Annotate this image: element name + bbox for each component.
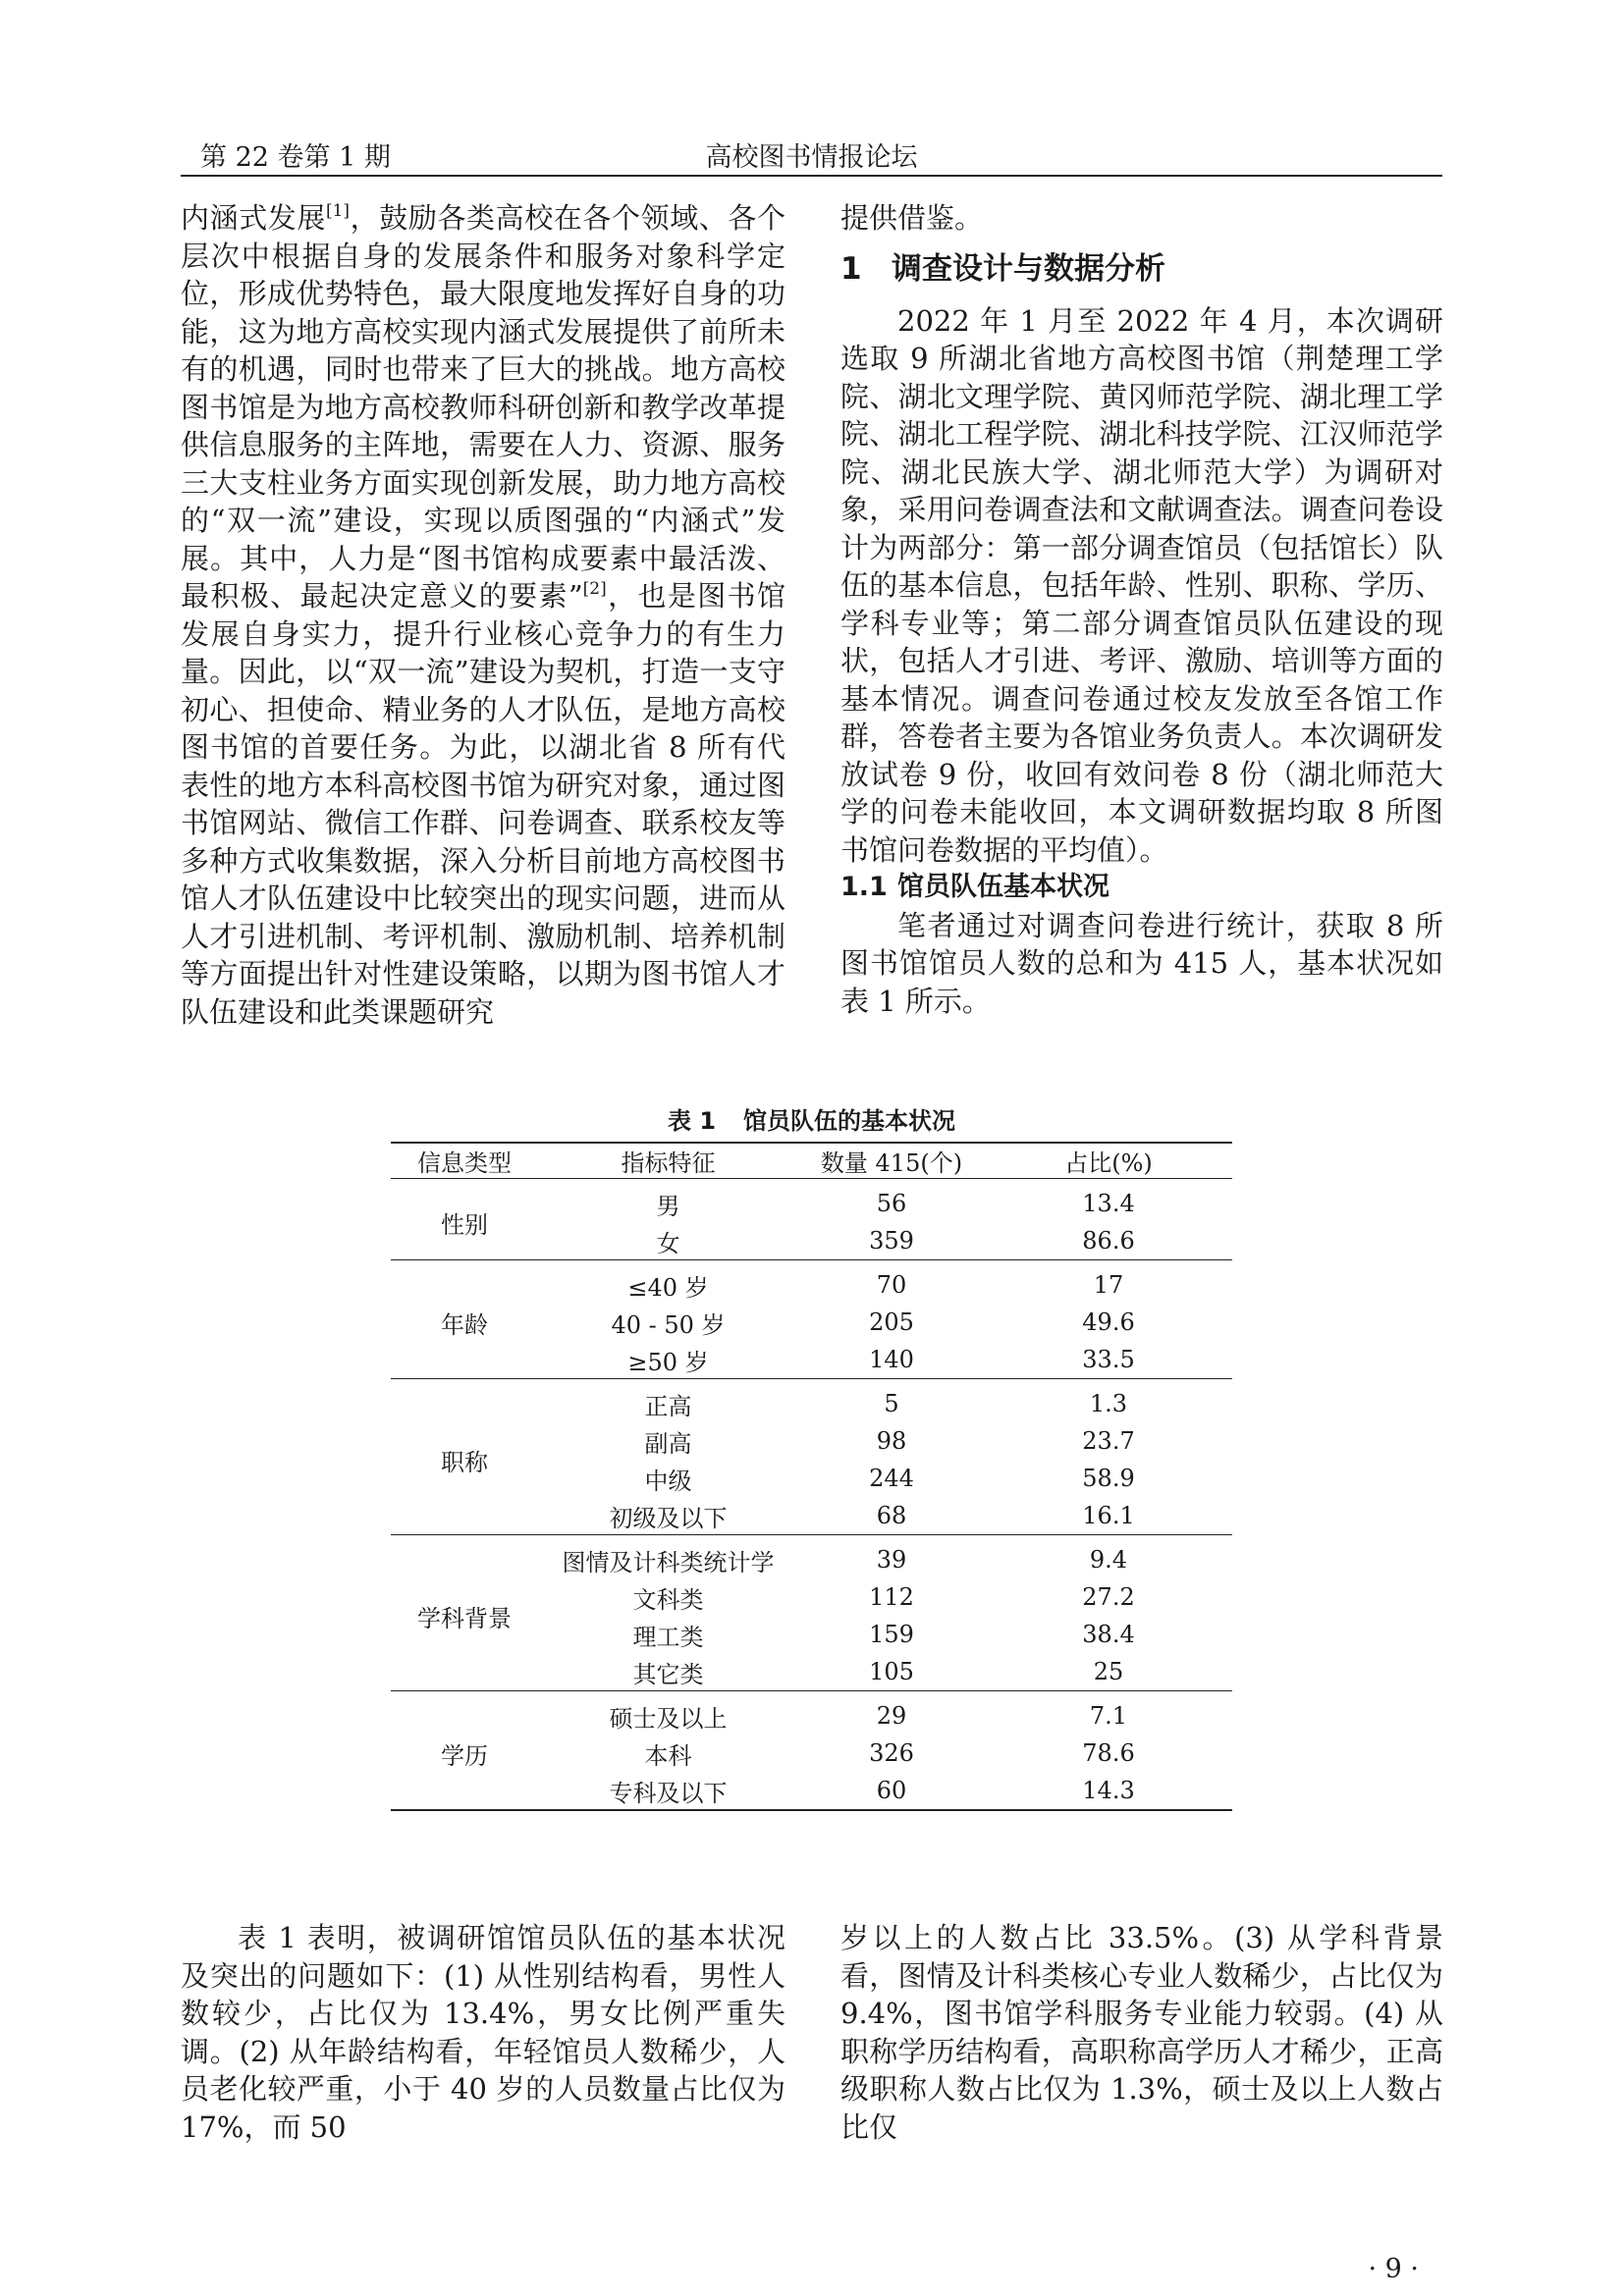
table-cell: 70 [798, 1260, 985, 1305]
table-cell: 159 [869, 1621, 914, 1648]
table-cell: 78.6 [1082, 1739, 1135, 1767]
section-title: 调查设计与数据分析 [892, 250, 1165, 287]
left-column-top [181, 199, 785, 1031]
table-cell: 23.7 [1082, 1427, 1135, 1455]
table-cell: 205 [869, 1308, 914, 1336]
table-row [391, 1260, 1232, 1305]
intro-paragraph [181, 199, 785, 1031]
table-cell: 27.2 [1082, 1583, 1135, 1611]
table-cell: 女 [656, 1229, 680, 1257]
header-info-type: 信息类型 [391, 1143, 538, 1179]
table-title: 馆员队伍的基本状况 [743, 1107, 956, 1135]
right-column-top [840, 199, 1443, 1020]
analysis-continued: 岁以上的人数占比 33.5%。(3) 从学科背景看，图情及计科类核心专业人数稀少，占比仅为 9.4%，图书馆学科服务专业能力较弱。(4) 从职称学历结构看，高职称高学历人才稀少，正高级职称人数占比仅为 1.3%，硕士及以上人数占比仅 [840, 1921, 1443, 2144]
journal-title: 高校图书情报论坛 [705, 142, 918, 173]
table-cell: 140 [869, 1346, 914, 1373]
table-row [391, 1179, 1232, 1223]
table-cell: 14.3 [1082, 1777, 1135, 1804]
survey-paragraph: 2022 年 1 月至 2022 年 4 月，本次调研选取 9 所湖北省地方高校图书馆（荆楚理工学院、湖北文理学院、黄冈师范学院、湖北理工学院、湖北工程学院、湖北科技学院、江汉师范学院、湖北民族大学、湖北师范大学）为调研对象，采用问卷调查法和文献调查法。调查问卷设计为两部分：第一部分调查馆员（包括馆长）队伍的基本信息，包括年龄、性别、职称、学历、学科专业等；第二部分调查馆员队伍建设的现状，包括人才引进、考评、激励、培训等方面的基本情况。调查问卷通过校友发放至各馆工作群，答卷者主要为各馆业务负责人。本次调研发放试卷 9 份，收回有效问卷 8 份（湖北师范大学的问卷未能收回，本文调研数据均取 8 所图书馆问卷数据的平均值）。 [840, 303, 1443, 867]
continued-text: 提供借鉴。 [840, 201, 984, 235]
table-cell: 本科 [644, 1741, 692, 1770]
table-cell: 男 [656, 1192, 680, 1220]
table-cell: 硕士及以上 [538, 1691, 798, 1735]
table-cell: 49.6 [1082, 1308, 1135, 1336]
table-cell: 40 - 50 岁 [611, 1310, 726, 1339]
table-cell: 56 [876, 1190, 907, 1217]
table-cell: 16.1 [1082, 1502, 1135, 1529]
intro-text-3: ，也是图书馆发展自身实力，提升行业核心竞争力的有生力量。因此，以“双一流”建设为契机，打造一支守初心、担使命、精业务的人才队伍，是地方高校图书馆的首要任务。为此，以湖北省 8 所有代表性的地方本科高校图书馆为研究对象，通过图书馆网站、微信工作群、问卷调查、联系校友等多种方式收集数据，深入分析目前地方高校图书馆人才队伍建设中比较突出的现实问题，进而从人才引进机制、考评机制、激励机制、培养机制等方面提出针对性建设策略，以期为图书馆人才队伍建设和此类课题研究 [181, 579, 785, 1029]
table-cell: 文科类 [632, 1585, 704, 1614]
table-cell: 理工类 [632, 1623, 704, 1651]
table-cell: 29 [798, 1691, 985, 1735]
subsection-title: 馆员队伍基本状况 [897, 872, 1109, 902]
table-row [391, 1535, 1232, 1579]
table-cell: 86.6 [1082, 1227, 1135, 1255]
intro-text-1: 内涵式发展 [181, 201, 326, 235]
table-cell: 17 [985, 1260, 1232, 1305]
section-heading-1-1 [840, 869, 1443, 907]
table-row [391, 1691, 1232, 1735]
table-caption [0, 1101, 1623, 1136]
table-cell: 中级 [644, 1467, 692, 1495]
category-cell: 性别 [441, 1210, 488, 1239]
citation-1[interactable]: [1] [325, 201, 351, 221]
stats-paragraph: 笔者通过对调查问卷进行统计，获取 8 所图书馆馆员人数的总和为 415 人，基本状况如表 1 所示。 [840, 908, 1443, 1018]
table-cell: 5 [798, 1379, 985, 1423]
table-cell: 244 [869, 1465, 914, 1492]
category-cell: 学科背景 [391, 1535, 538, 1691]
table-header-row [391, 1143, 1232, 1179]
table-cell: 其它类 [632, 1660, 704, 1688]
analysis-paragraph: 表 1 表明，被调研馆馆员队伍的基本状况及突出的问题如下：(1) 从性别结构看，男性人数较少，占比仅为 13.4%，男女比例严重失调。(2) 从年龄结构看，年轻馆员人数稀少，人员老化较严重，小于 40 岁的人员数量占比仅为 17%，而 50 [181, 1921, 785, 2144]
table-cell: 39 [798, 1535, 985, 1579]
table-cell: 98 [876, 1427, 907, 1455]
header-indicator: 指标特征 [538, 1143, 798, 1179]
page-number: · 9 · [1368, 2254, 1419, 2284]
left-column-bottom [181, 1919, 785, 2146]
table-cell: ≥50 岁 [627, 1348, 709, 1376]
header-count: 数量 415(个) [798, 1143, 985, 1179]
table-cell: 初级及以下 [609, 1504, 728, 1532]
table-cell: 68 [876, 1502, 907, 1529]
table-cell: 112 [869, 1583, 914, 1611]
table-cell: 1.3 [985, 1379, 1232, 1423]
table-cell: ≤40 岁 [538, 1260, 798, 1305]
section-number: 1 [840, 250, 862, 287]
category-cell: 职称 [391, 1379, 538, 1535]
category-cell: 学历 [391, 1691, 538, 1811]
subsection-number: 1.1 [840, 872, 888, 902]
section-heading-1 [840, 249, 1443, 289]
table-row [391, 1379, 1232, 1423]
table-cell: 专科及以下 [609, 1779, 728, 1807]
table-cell: 13.4 [1082, 1190, 1135, 1217]
table-label: 表 1 [667, 1107, 717, 1135]
right-column-bottom [840, 1919, 1443, 2146]
table-cell: 58.9 [1082, 1465, 1135, 1492]
table-cell: 38.4 [1082, 1621, 1135, 1648]
table-cell: 副高 [644, 1429, 692, 1458]
table-cell: 图情及计科类统计学 [538, 1535, 798, 1579]
table-cell: 105 [869, 1658, 914, 1685]
volume-issue: 第 22 卷第 1 期 [200, 142, 391, 173]
table-cell: 7.1 [985, 1691, 1232, 1735]
intro-text-2: ，鼓励各类高校在各个领域、各个层次中根据自身的发展条件和服务对象科学定位，形成优势特色，最大限度地发挥好自身的功能，这为地方高校实现内涵式发展提供了前所未有的机遇，同时也带来了巨大的挑战。地方高校图书馆是为地方高校教师科研创新和教学改革提供信息服务的主阵地，需要在人力、资源、服务三大支柱业务方面实现创新发展，助力地方高校的“双一流”建设，实现以质图强的“内涵式”发展。其中，人力是“图书馆构成要素中最活泼、最积极、最起决定意义的要素” [181, 201, 785, 613]
header-percent: 占比(%) [985, 1143, 1232, 1179]
staff-table [391, 1142, 1232, 1811]
table-cell: 33.5 [1082, 1346, 1135, 1373]
table-cell: 326 [869, 1739, 914, 1767]
running-header [181, 135, 1442, 177]
table-cell: 359 [869, 1227, 914, 1255]
category-cell: 年龄 [391, 1260, 538, 1379]
table-cell: 25 [1093, 1658, 1124, 1685]
table-cell: 正高 [538, 1379, 798, 1423]
table-cell: 9.4 [985, 1535, 1232, 1579]
citation-2[interactable]: [2] [582, 579, 607, 599]
table-cell: 60 [876, 1777, 907, 1804]
